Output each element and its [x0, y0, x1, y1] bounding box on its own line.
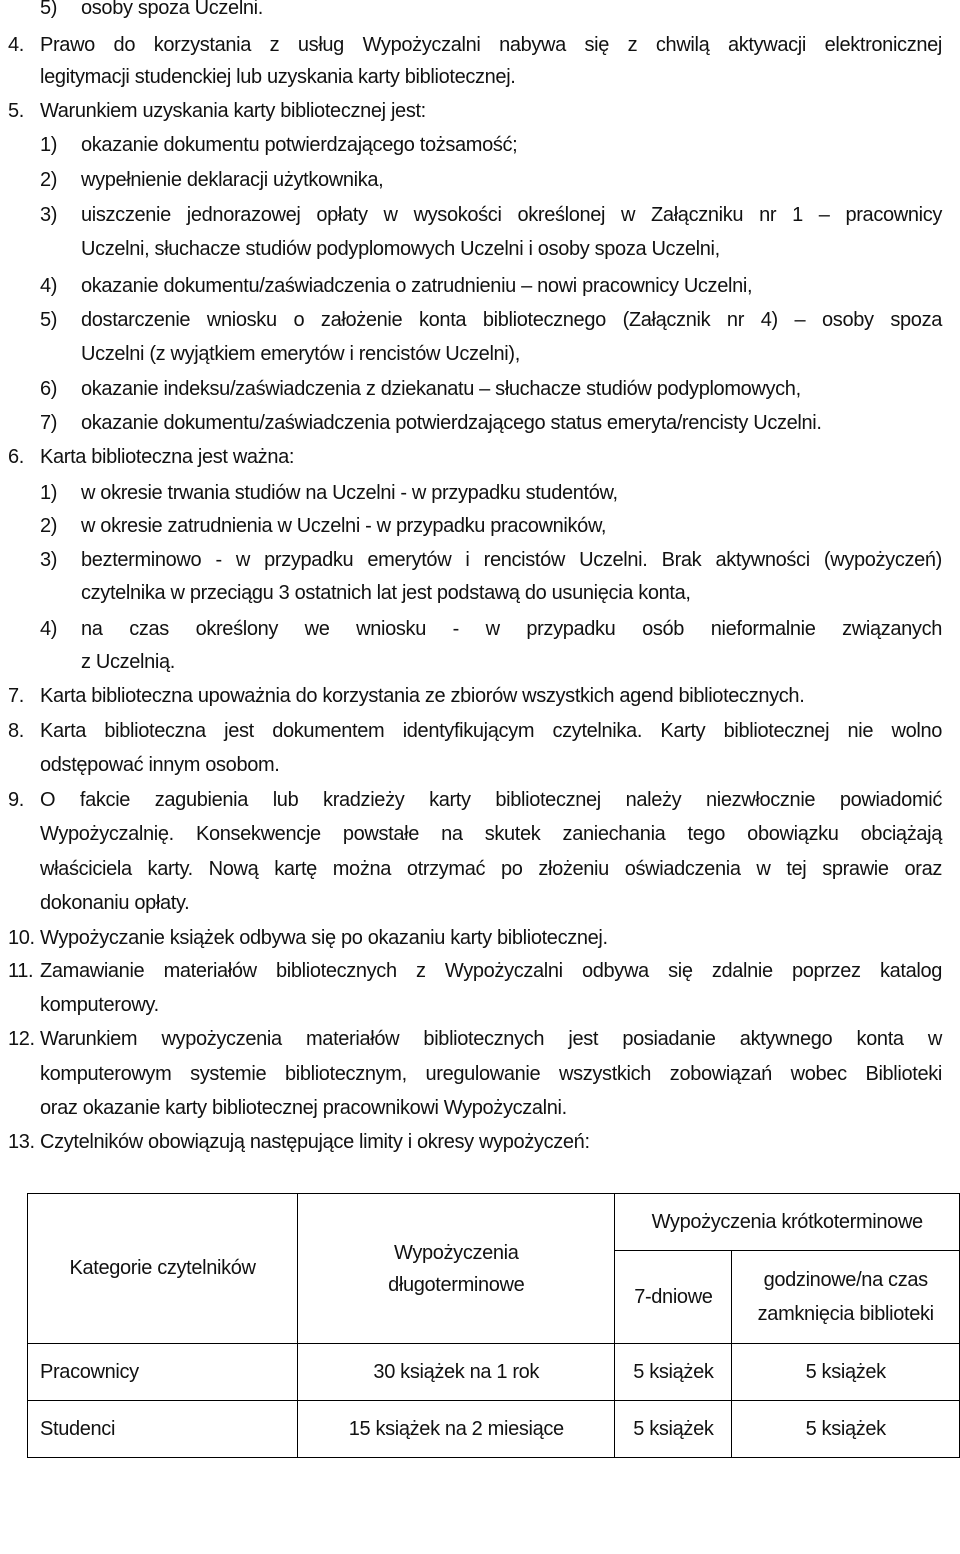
text-line: w okresie trwania studiów na Uczelni - w przypadku studentów,: [81, 482, 618, 504]
header-long-term: Wypożyczenia długoterminowe: [298, 1194, 615, 1344]
text-line: O fakcie zagubienia lub kradzieży karty bibliotecznej należy niezwłocznie powiadomić: [40, 789, 942, 811]
item-number: 4): [40, 618, 58, 640]
text-line: Czytelników obowiązują następujące limity i okresy wypożyczeń:: [40, 1131, 590, 1153]
cell-long-term: 15 książek na 2 miesiące: [298, 1401, 615, 1458]
text-line: na czas określony we wniosku - w przypadku osób nieformalnie związanych: [81, 618, 942, 640]
item-number: 11.: [8, 960, 34, 982]
text-line: Wypożyczanie książek odbywa się po okazaniu karty bibliotecznej.: [40, 927, 608, 949]
cell-hourly: 5 książek: [732, 1401, 960, 1458]
header-hourly: godzinowe/na czas zamknięcia biblioteki: [732, 1251, 960, 1344]
text-line: dostarczenie wniosku o założenie konta bibliotecznego (Załącznik nr 4) – osoby spoza: [81, 309, 942, 331]
item-number: 3): [40, 549, 58, 571]
text-line: okazanie indeksu/zaświadczenia z dziekanatu – słuchacze studiów podyplomowych,: [81, 378, 801, 400]
text-line: Prawo do korzystania z usług Wypożyczalni nabywa się z chwilą aktywacji elektronicznej: [40, 34, 942, 56]
text-line: właściciela karty. Nową kartę można otrzymać po złożeniu oświadczenia w tej sprawie oraz: [40, 858, 942, 880]
item-number: 9.: [8, 789, 24, 811]
text-line: Zamawianie materiałów bibliotecznych z Wypożyczalni odbywa się zdalnie poprzez katalog: [40, 960, 942, 982]
text-line: komputerowy.: [40, 994, 159, 1016]
table-row: [28, 1401, 960, 1458]
item-number: 3): [40, 204, 58, 226]
text-line: Uczelni, słuchacze studiów podyplomowych Uczelni i osoby spoza Uczelni,: [81, 238, 720, 260]
text-line: uiszczenie jednorazowej opłaty w wysokości określonej w Załączniku nr 1 – pracownicy: [81, 204, 942, 226]
item-number: 5.: [8, 100, 24, 122]
text-line: wypełnienie deklaracji użytkownika,: [81, 169, 384, 191]
text-line: legitymacji studenckiej lub uzyskania karty bibliotecznej.: [40, 66, 516, 88]
text-line: Karta biblioteczna jest dokumentem identyfikującym czytelnika. Karty bibliotecznej nie wolno: [40, 720, 942, 742]
cell-category: Studenci: [28, 1401, 298, 1458]
item-number: 10.: [8, 927, 35, 949]
text-line: odstępować innym osobom.: [40, 754, 280, 776]
text-line: osoby spoza Uczelni.: [81, 0, 263, 19]
text-line: Wypożyczalnię. Konsekwencje powstałe na skutek zaniechania tego obowiązku obciążają: [40, 823, 942, 845]
cell-category: Pracownicy: [28, 1344, 298, 1401]
item-number: 2): [40, 515, 58, 537]
item-number: 1): [40, 134, 58, 156]
text-line: Warunkiem wypożyczenia materiałów bibliotecznych jest posiadanie aktywnego konta w: [40, 1028, 942, 1050]
item-number: 8.: [8, 720, 24, 742]
item-number: 7): [40, 412, 58, 434]
text-line: oraz okazanie karty bibliotecznej pracownikowi Wypożyczalni.: [40, 1097, 567, 1119]
text-line: okazanie dokumentu/zaświadczenia potwierdzającego status emeryta/rencisty Uczelni.: [81, 412, 822, 434]
header-category: Kategorie czytelników: [28, 1194, 298, 1344]
item-number: 1): [40, 482, 58, 504]
text-line: Warunkiem uzyskania karty bibliotecznej jest:: [40, 100, 426, 122]
text-line: Karta biblioteczna jest ważna:: [40, 446, 295, 468]
cell-hourly: 5 książek: [732, 1344, 960, 1401]
text-line: okazanie dokumentu potwierdzającego tożsamość;: [81, 134, 518, 156]
cell-7day: 5 książek: [615, 1401, 732, 1458]
item-number: 4): [40, 275, 58, 297]
item-number: 7.: [8, 685, 24, 707]
item-number: 13.: [8, 1131, 35, 1153]
text-line: czytelnika w przeciągu 3 ostatnich lat jest podstawą do usunięcia konta,: [81, 582, 691, 604]
loan-limits-table: [27, 1193, 960, 1458]
text-line: Uczelni (z wyjątkiem emerytów i rencistów Uczelni),: [81, 343, 520, 365]
text-line: dokonaniu opłaty.: [40, 892, 190, 914]
item-number: 4.: [8, 34, 24, 56]
text-line: w okresie zatrudnienia w Uczelni - w przypadku pracowników,: [81, 515, 607, 537]
header-short-term: Wypożyczenia krótkoterminowe: [615, 1194, 960, 1251]
cell-7day: 5 książek: [615, 1344, 732, 1401]
cell-long-term: 30 książek na 1 rok: [298, 1344, 615, 1401]
item-number: 6): [40, 378, 58, 400]
text-line: okazanie dokumentu/zaświadczenia o zatrudnieniu – nowi pracownicy Uczelni,: [81, 275, 753, 297]
table-row: [28, 1344, 960, 1401]
item-number: 5): [40, 0, 58, 19]
item-number: 2): [40, 169, 58, 191]
text-line: komputerowym systemie bibliotecznym, uregulowanie wszystkich zobowiązań wobec Biblioteki: [40, 1063, 942, 1085]
text-line: z Uczelnią.: [81, 651, 175, 673]
item-number: 12.: [8, 1028, 35, 1050]
item-number: 5): [40, 309, 58, 331]
header-7day: 7-dniowe: [615, 1251, 732, 1344]
text-line: Karta biblioteczna upoważnia do korzystania ze zbiorów wszystkich agend bibliotecznych.: [40, 685, 805, 707]
item-number: 6.: [8, 446, 24, 468]
text-line: bezterminowo - w przypadku emerytów i rencistów Uczelni. Brak aktywności (wypożyczeń): [81, 549, 942, 571]
